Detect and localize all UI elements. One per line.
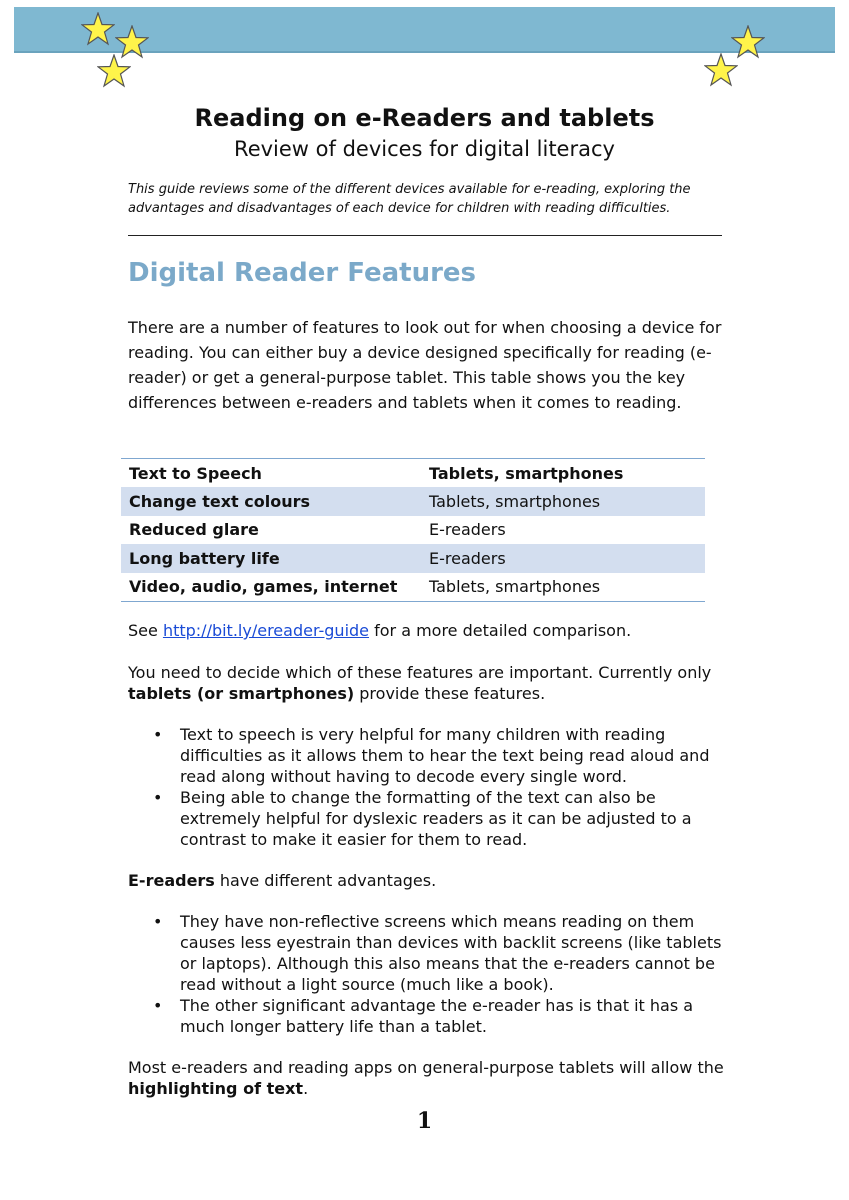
device-cell: E-readers	[429, 520, 506, 540]
device-cell: E-readers	[421, 544, 705, 573]
table-row	[121, 459, 705, 488]
star-icon	[81, 12, 115, 46]
table-row	[121, 544, 705, 573]
guide-link[interactable]: http://bit.ly/ereader-guide	[162, 621, 370, 640]
bullet-icon: •	[153, 725, 163, 744]
decide-paragraph: You need to decide which of these features are important. Currently only tablets (or smartphones) provide these features.	[128, 663, 712, 703]
list-item: • They have non-reflective screens which means reading on them causes less eyestrain than devices with backlit screens (like tablets or laptops). Although this also means that the e-readers cannot be read without a light source (much like a book).	[153, 912, 722, 994]
page-number: 1	[416, 1108, 433, 1134]
feature-cell: Text to Speech	[121, 459, 421, 488]
star-icon	[97, 54, 131, 88]
ereader-bullet-list	[128, 911, 728, 1037]
device-cell: Tablets, smartphones	[421, 459, 705, 488]
divider	[128, 235, 722, 236]
see-line: See http://bit.ly/ereader-guide for a more detailed comparison.	[128, 621, 632, 640]
section-paragraph: There are a number of features to look out for when choosing a device for reading. You can either buy a device designed specifically for reading (e-reader) or get a general-purpose tablet. This table shows you the key differences between e-readers and tablets when it comes to reading.	[128, 318, 722, 412]
table-row	[121, 573, 705, 602]
table-row	[121, 487, 705, 516]
tablet-bullet-list	[128, 724, 728, 850]
closing-paragraph: Most e-readers and reading apps on general-purpose tablets will allow the highlighting of text.	[128, 1058, 724, 1098]
section-heading: Digital Reader Features	[128, 258, 477, 288]
document-subtitle: Review of devices for digital literacy	[234, 137, 615, 161]
bullet-icon: •	[153, 788, 163, 807]
feature-cell: Change text colours	[121, 487, 421, 516]
bullet-icon: •	[153, 996, 163, 1015]
feature-cell: Video, audio, games, internet	[121, 573, 421, 602]
bullet-icon: •	[153, 912, 163, 931]
list-item: • The other significant advantage the e-reader has is that it has a much longer battery life than a tablet.	[153, 996, 694, 1036]
feature-cell: Long battery life	[121, 544, 421, 573]
device-cell: Tablets, smartphones	[421, 487, 705, 516]
table-row	[121, 516, 705, 545]
document-title: Reading on e-Readers and tablets	[194, 104, 655, 132]
feature-cell: Reduced glare	[129, 520, 259, 540]
intro-text: This guide reviews some of the different devices available for e-reading, exploring the advantages and disadvantages of each device for children with reading difficulties.	[128, 182, 691, 216]
list-item: • Being able to change the formatting of the text can also be extremely helpful for dyslexic readers as it can be adjusted to a contrast to make it easier for them to read.	[153, 788, 692, 849]
device-cell: Tablets, smartphones	[421, 573, 705, 602]
list-item: • Text to speech is very helpful for many children with reading difficulties as it allows them to hear the text being read aloud and read along without having to decode every single word.	[153, 725, 710, 786]
star-icon	[704, 53, 738, 87]
ereaders-paragraph: E-readers have different advantages.	[128, 871, 437, 890]
comparison-table	[121, 458, 705, 602]
